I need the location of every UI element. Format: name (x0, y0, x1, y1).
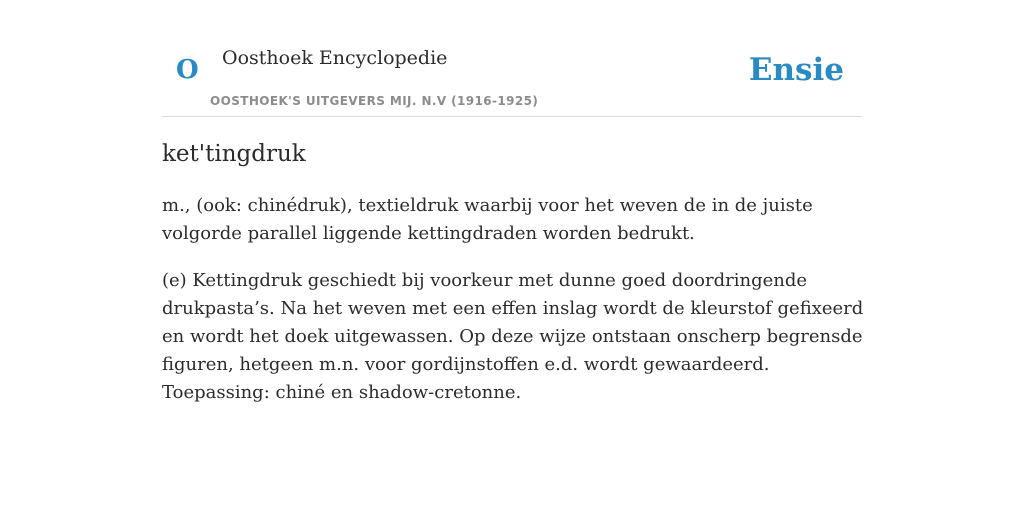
brand-logo[interactable]: Ensie (748, 52, 844, 88)
site-logo[interactable]: O (176, 55, 199, 85)
publisher-label: OOSTHOEK'S UITGEVERS MIJ. N.V (1916-1925) (210, 94, 539, 108)
entry-content (162, 138, 867, 407)
site-header (162, 0, 862, 117)
entry-headword: ket'tingdruk (162, 141, 306, 167)
entry-definition: m., (ook: chinédruk), textieldruk waarbij voor het weven de in de juiste volgorde parallel liggende kettingdraden worden bedrukt. (162, 195, 813, 244)
site-title[interactable]: Oosthoek Encyclopedie (222, 47, 448, 69)
entry-explanation: (e) Kettingdruk geschiedt bij voorkeur met dunne goed doordringende drukpasta’s. Na het weven met een effen inslag wordt de kleurstof gefixeerd en wordt het doek uitgewassen. Op deze wijze ontstaan onscherp begrensde figuren, hetgeen m.n. voor gordijnstoffen e.d. wordt gewaardeerd. Toepassing: chiné en shadow-cretonne. (162, 270, 864, 403)
